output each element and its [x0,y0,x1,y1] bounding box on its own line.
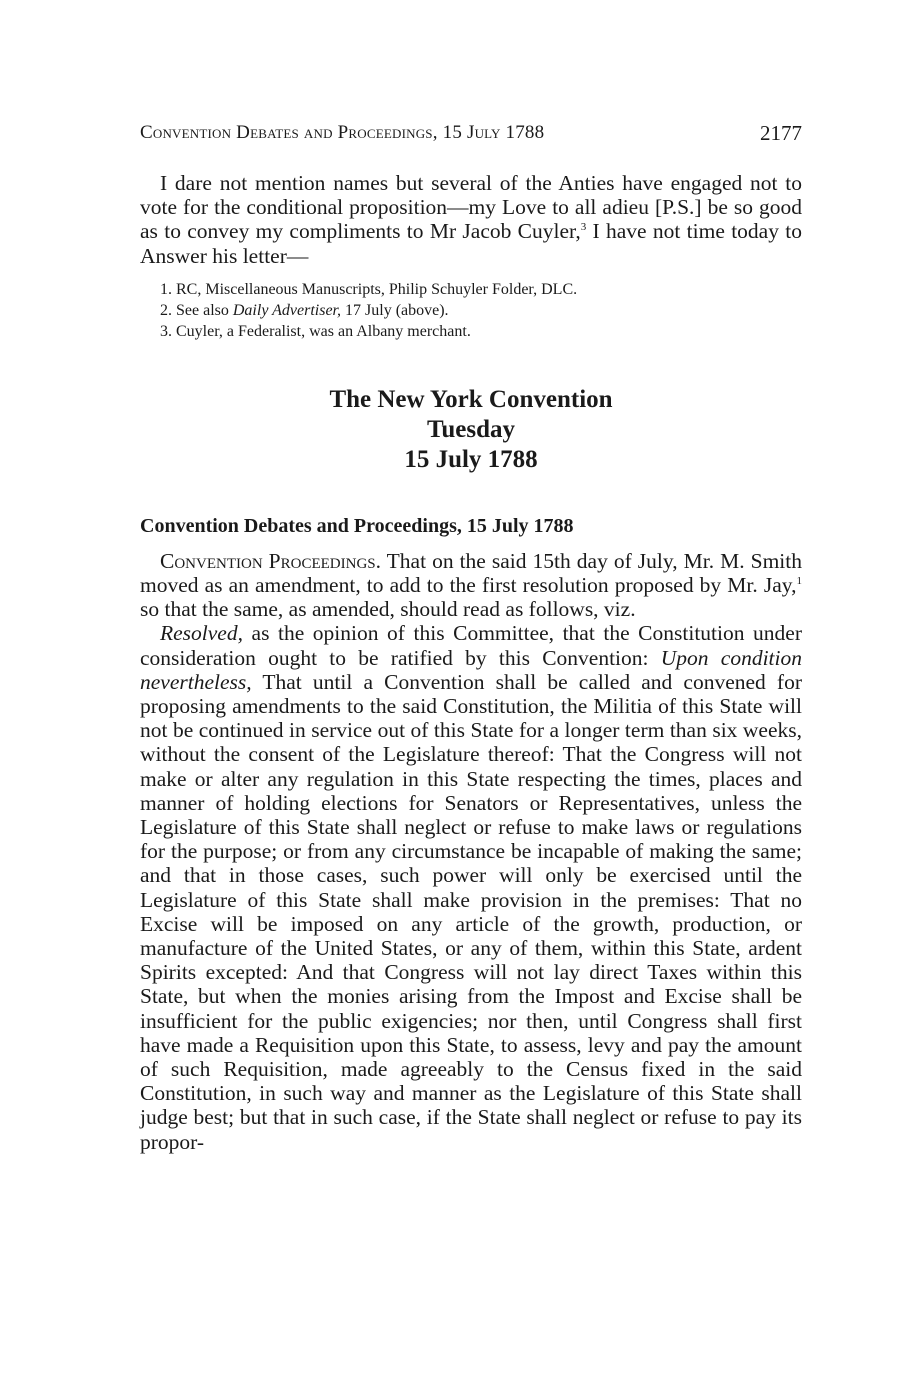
proceedings-paragraph-1 [140,549,802,622]
proceedings-text-2a: as the opinion of this Committee, that the Constitution under consideration ought to be ratified by this Convention: [140,621,802,670]
heading-line-3: 15 July 1788 [404,445,538,473]
heading-line-2: Tuesday [426,415,515,443]
heading-line-1: The New York Convention [329,385,613,413]
footnote-ref-3: 3 [580,221,587,234]
running-head [140,118,802,148]
footnote-2-post: 17 July (above). [341,301,449,319]
letter-text-2: I have not time today to Answer his letter— [140,219,802,268]
proceedings-text-1a: That on the said 15th day of July, Mr. M. Smith moved as an amendment, to add to the first resolution proposed by Mr. Jay, [140,548,802,598]
letter-text-1: I dare not mention names but several of the Anties have engaged not to vote for the conditional proposition—my Love to all adieu [P.S.] be so good as to convey my compliments to Mr Jacob Cuyler, [140,171,802,244]
page-number: 2177 [760,121,802,145]
proceedings-text-2b: That until a Convention shall be called and convened for proposing amendments to the said Constitution, the Militia of this State will not be continued in service out of this State for a longer term than six weeks, without the consent of the Legislature thereof: That the Congress will not make or alter any regulation in this State respecting the times, places and manner of holding elections for Senators or Representatives, unless the Legislature of this State shall neglect or refuse to make laws or regulations for the purpose; or from any circumstance be incapable of making the same; and that in those cases, such power will only be exercised until the Legislature of this State shall make provision in the premises: That no Excise will be imposed on any article of the growth, production, or manufacture of the United States, or any of them, within this State, ardent Spirits excepted: And that Congress will not lay direct Taxes within this State, but when the monies arising from the Impost and Excise shall be insufficient for the public exigencies; nor then, until Congress shall first have made a Requisition upon this State, to assess, levy and pay the amount of such Requisition, made agreeably to the Census fixed in the said Constitution, in such way and manner as the Legislature of this State shall judge best; but that in such case, if the State shall neglect or refuse to pay its propor- [140,669,802,1154]
upon-condition-italic: Upon condition nevertheless, [140,645,802,694]
proceedings-text-1b: so that the same, as amended, should read as follows, viz. [140,597,636,622]
footnotes [140,279,802,342]
running-head-title: Convention Debates and Proceedings, 15 July 1788 [140,122,545,143]
footnote-3: 3. Cuyler, a Federalist, was an Albany merchant. [160,322,471,340]
resolved-italic: Resolved, [160,621,243,646]
footnote-2-pre: 2. See also [160,301,233,319]
footnote-ref-1: 1 [796,574,802,587]
section-heading [140,385,802,475]
footnote-2 [140,300,802,321]
proceedings-label: Convention Proceedings. [160,548,382,573]
document-page [140,118,802,1154]
footnote-1: 1. RC, Miscellaneous Manuscripts, Philip Schuyler Folder, DLC. [160,280,578,298]
footnote-2-italic: Daily Advertiser, [232,301,342,319]
subsection-heading: Convention Debates and Proceedings, 15 July 1788 [140,514,574,537]
proceedings-paragraph-2 [140,621,802,1153]
letter-ending-paragraph [140,171,802,268]
